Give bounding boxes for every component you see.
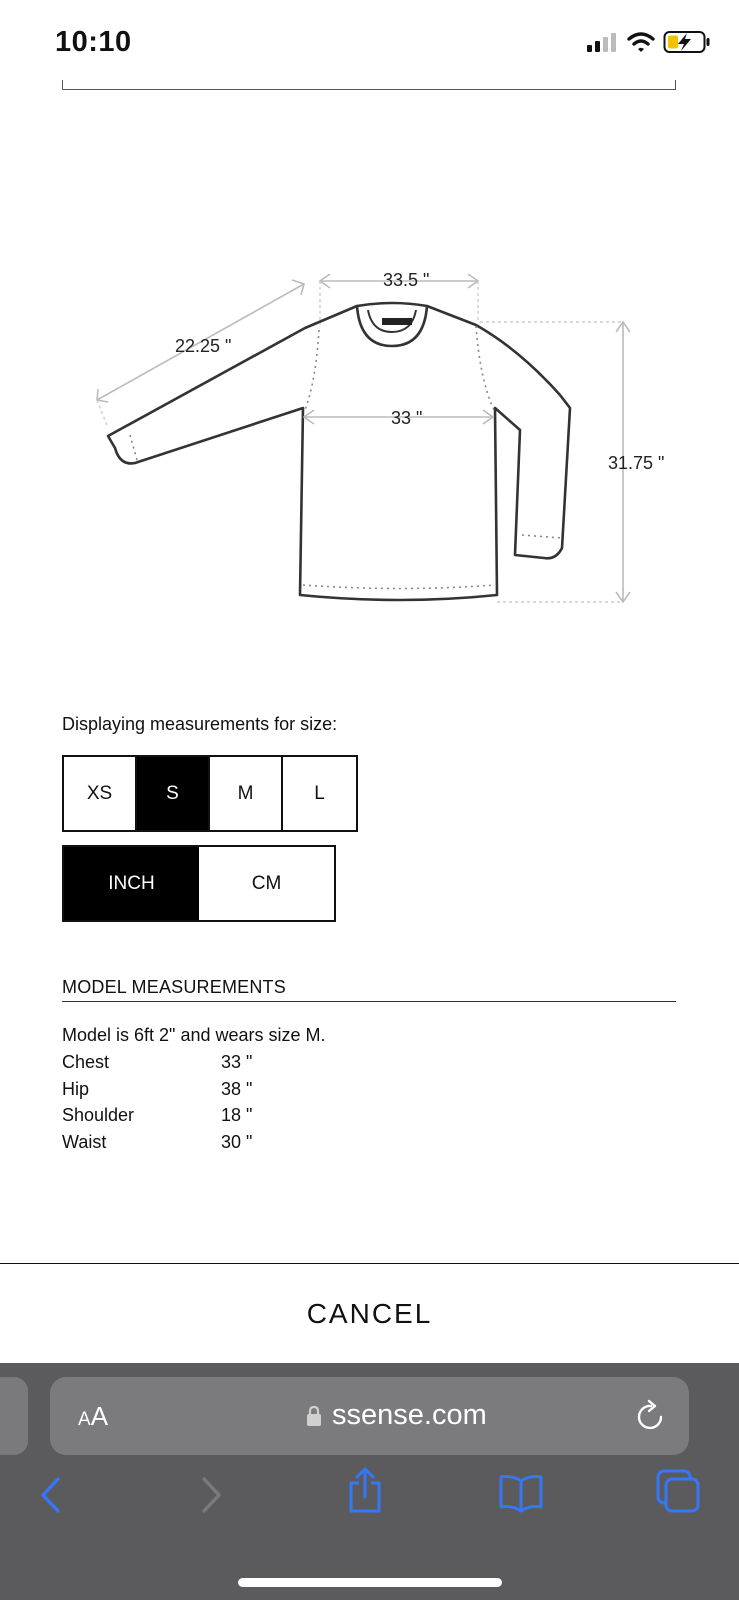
measurement-label: Chest: [62, 1052, 110, 1072]
measurement-value: 33 ": [221, 1052, 253, 1072]
size-option-l[interactable]: L: [283, 757, 356, 830]
section-divider: [62, 80, 676, 90]
battery-charging-icon: [663, 30, 711, 54]
unit-selector: [62, 845, 336, 922]
share-icon[interactable]: [347, 1467, 383, 1515]
previous-tab-preview[interactable]: [0, 1377, 28, 1455]
unit-option-inch[interactable]: INCH: [64, 847, 199, 920]
measurement-row-waist: [62, 1132, 252, 1159]
measurement-row-chest: [62, 1052, 252, 1079]
back-icon[interactable]: [38, 1475, 64, 1515]
url-text: ssense.com: [332, 1399, 487, 1431]
cellular-signal-icon: [585, 31, 619, 53]
measurement-row-shoulder: [62, 1105, 252, 1132]
model-measurements-divider: [62, 1001, 676, 1002]
forward-icon[interactable]: [198, 1475, 224, 1515]
wifi-icon: [627, 31, 655, 53]
measurement-value: 18 ": [221, 1105, 253, 1125]
measurement-label: Waist: [62, 1131, 107, 1152]
measurement-row-hip: [62, 1079, 252, 1106]
address-bar[interactable]: [50, 1377, 689, 1455]
measurement-value: 30 ": [221, 1131, 253, 1152]
measurement-label: Shoulder: [62, 1105, 135, 1125]
size-caption: Displaying measurements for size:: [62, 714, 338, 734]
length-measurement: 31.75 ": [608, 453, 665, 473]
sleeve-measurement: 22.25 ": [175, 336, 232, 356]
status-icons: [585, 30, 711, 54]
status-time: 10:10: [55, 26, 132, 58]
bookmarks-icon[interactable]: [498, 1473, 544, 1513]
garment-diagram: [0, 250, 739, 630]
home-indicator: [238, 1578, 502, 1587]
lock-icon: [306, 1405, 322, 1427]
tabs-icon[interactable]: [656, 1469, 700, 1513]
unit-option-cm[interactable]: CM: [199, 847, 334, 920]
model-measurements-table: [62, 1052, 252, 1158]
browser-toolbar: [0, 1363, 739, 1600]
chest-measurement: 33 ": [391, 408, 423, 428]
size-option-xs[interactable]: XS: [64, 757, 137, 830]
page-settings-button[interactable]: AA: [78, 1401, 109, 1431]
size-option-s[interactable]: S: [137, 757, 210, 830]
sweatshirt-diagram: [0, 250, 739, 630]
model-measurements-heading: MODEL MEASUREMENTS: [62, 977, 286, 997]
status-bar: [0, 0, 739, 88]
size-selector: [62, 755, 358, 832]
cancel-button[interactable]: [0, 1263, 739, 1363]
measurement-value: 38 ": [221, 1078, 253, 1099]
measurement-label: Hip: [62, 1078, 90, 1099]
shoulder-measurement: 33.5 ": [383, 270, 430, 290]
model-description: Model is 6ft 2" and wears size M.: [62, 1025, 326, 1045]
size-option-m[interactable]: M: [210, 757, 283, 830]
reload-icon[interactable]: [635, 1399, 667, 1433]
cancel-label: CANCEL: [306, 1297, 433, 1329]
url-display[interactable]: [306, 1399, 487, 1432]
